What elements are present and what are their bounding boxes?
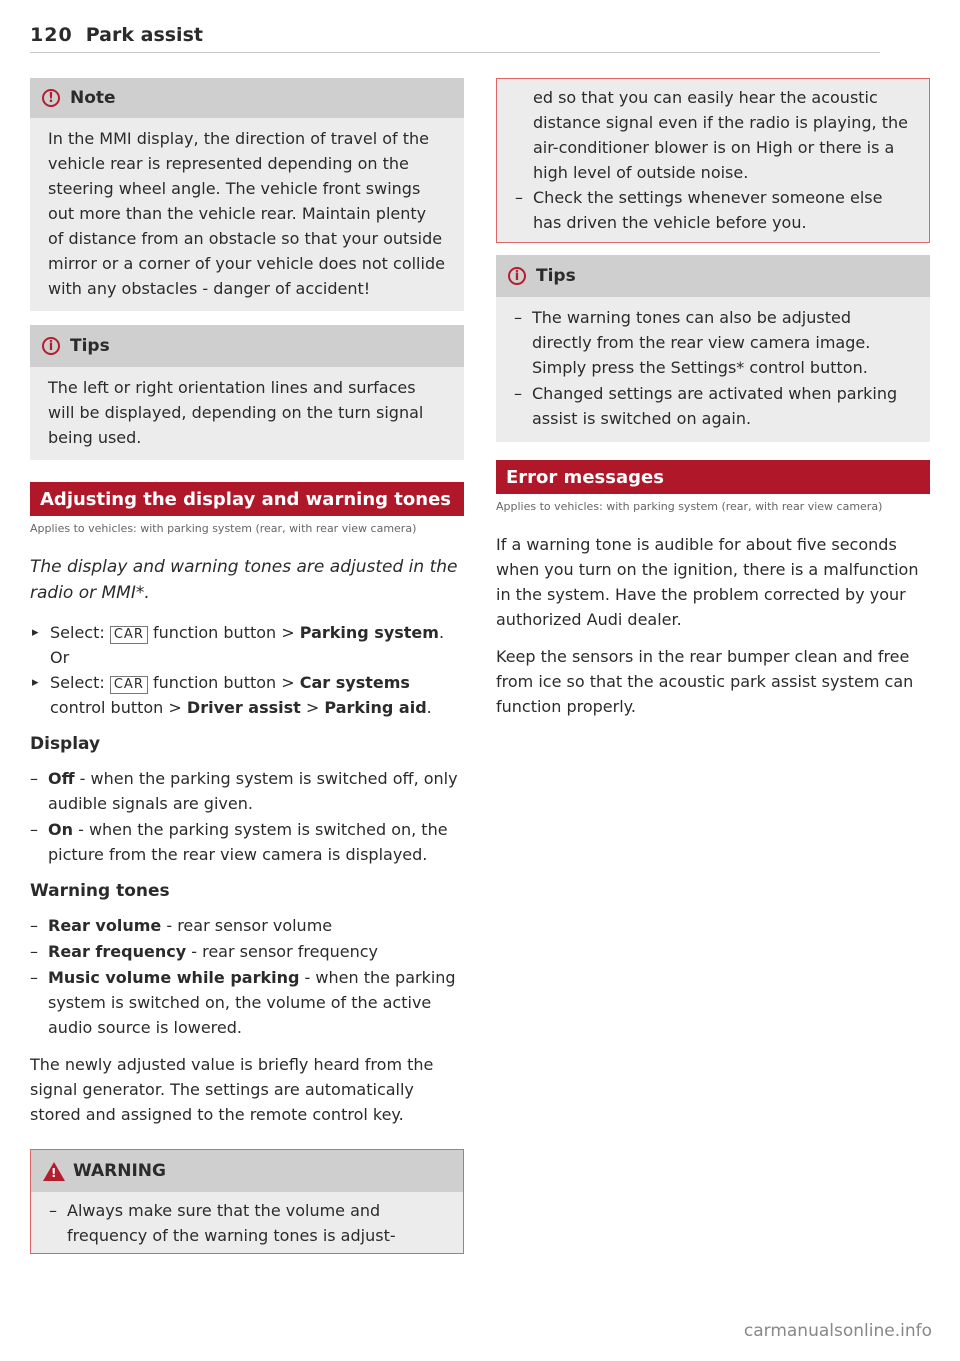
- watermark: carmanualsonline.info: [743, 1321, 932, 1341]
- page-number: 120: [30, 24, 73, 46]
- section-title: Park assist: [85, 24, 203, 46]
- step-1: ▸ Select: CAR function button > Parking system. Or: [30, 620, 464, 670]
- tips-header: [30, 325, 464, 367]
- warning-box-continued: [496, 78, 930, 243]
- warning-title: WARNING: [73, 1161, 166, 1181]
- header-divider: [30, 52, 880, 53]
- exclamation-icon: !: [42, 89, 60, 107]
- tips-box-2: [496, 255, 930, 442]
- note-title: Note: [70, 88, 116, 108]
- warning-item-1-start: – Always make sure that the volume and frequency of the warning tones is adjust-: [49, 1198, 445, 1248]
- display-item-off: – Off - when the parking system is switched off, only audible signals are given.: [30, 766, 464, 816]
- tips-item-1: – The warning tones can also be adjusted directly from the rear view camera image. Simply press the Settings* control button.: [514, 305, 912, 380]
- page-header: [30, 24, 880, 54]
- info-icon: i: [42, 337, 60, 355]
- tones-item-rear-volume: – Rear volume - rear sensor volume: [30, 913, 464, 938]
- error-section-heading: Error messages: [496, 460, 930, 494]
- tips-text: The left or right orientation lines and surfaces will be displayed, depending on the turn signal being used.: [48, 378, 424, 447]
- tones-item-rear-frequency: – Rear frequency - rear sensor frequency: [30, 939, 464, 964]
- right-column: [496, 78, 930, 719]
- error-applies: Applies to vehicles: with parking system (rear, with rear view camera): [496, 500, 883, 513]
- adjust-applies: Applies to vehicles: with parking system (rear, with rear view camera): [30, 522, 417, 535]
- error-paragraph-2: Keep the sensors in the rear bumper clean and free from ice so that the acoustic park assist system can function properly.: [496, 647, 914, 716]
- warning-box: [30, 1149, 464, 1254]
- tips-item-2: – Changed settings are activated when parking assist is switched on again.: [514, 381, 912, 431]
- adjust-intro: The display and warning tones are adjusted in the radio or MMI*.: [30, 557, 458, 603]
- warning-header: [31, 1150, 463, 1192]
- tips-header-2: [496, 255, 930, 297]
- adjust-section-heading: Adjusting the display and warning tones: [30, 482, 464, 516]
- note-text: In the MMI display, the direction of travel of the vehicle rear is represented depending on the steering wheel angle. The vehicle front swings out more than the vehicle rear. Maintain plenty of distance from an obstacle so that your outside mirror or a corner of your vehicle does not collide with any obstacles - danger of accident!: [48, 129, 445, 298]
- adjust-closing: The newly adjusted value is briefly heard from the signal generator. The settings are automatically stored and assigned to the remote control key.: [30, 1055, 434, 1124]
- left-column: [30, 78, 464, 1254]
- tips-title-2: Tips: [536, 266, 576, 286]
- display-item-on: – On - when the parking system is switched on, the picture from the rear view camera is displayed.: [30, 817, 464, 867]
- tips-box: [30, 325, 464, 460]
- warning-tones-heading: Warning tones: [30, 881, 170, 901]
- tips-title: Tips: [70, 336, 110, 356]
- car-key: CAR: [110, 676, 148, 694]
- warning-item-1-continued: ed so that you can easily hear the acoustic distance signal even if the radio is playing, the air-conditioner blower is on High or there is a high level of outside noise.: [533, 88, 908, 182]
- note-box: [30, 78, 464, 311]
- warning-triangle-icon: !: [43, 1162, 65, 1181]
- step-2: ▸ Select: CAR function button > Car systems control button > Driver assist > Parking aid.: [30, 670, 464, 720]
- display-heading: Display: [30, 734, 101, 754]
- car-key: CAR: [110, 626, 148, 644]
- note-header: [30, 78, 464, 118]
- error-paragraph-1: If a warning tone is audible for about five seconds when you turn on the ignition, there is a malfunction in the system. Have the problem corrected by your authorized Audi dealer.: [496, 535, 919, 629]
- tones-item-music-volume: – Music volume while parking - when the parking system is switched on, the volume of the active audio source is lowered.: [30, 965, 464, 1040]
- warning-item-2: – Check the settings whenever someone else has driven the vehicle before you.: [515, 185, 911, 235]
- info-icon: i: [508, 267, 526, 285]
